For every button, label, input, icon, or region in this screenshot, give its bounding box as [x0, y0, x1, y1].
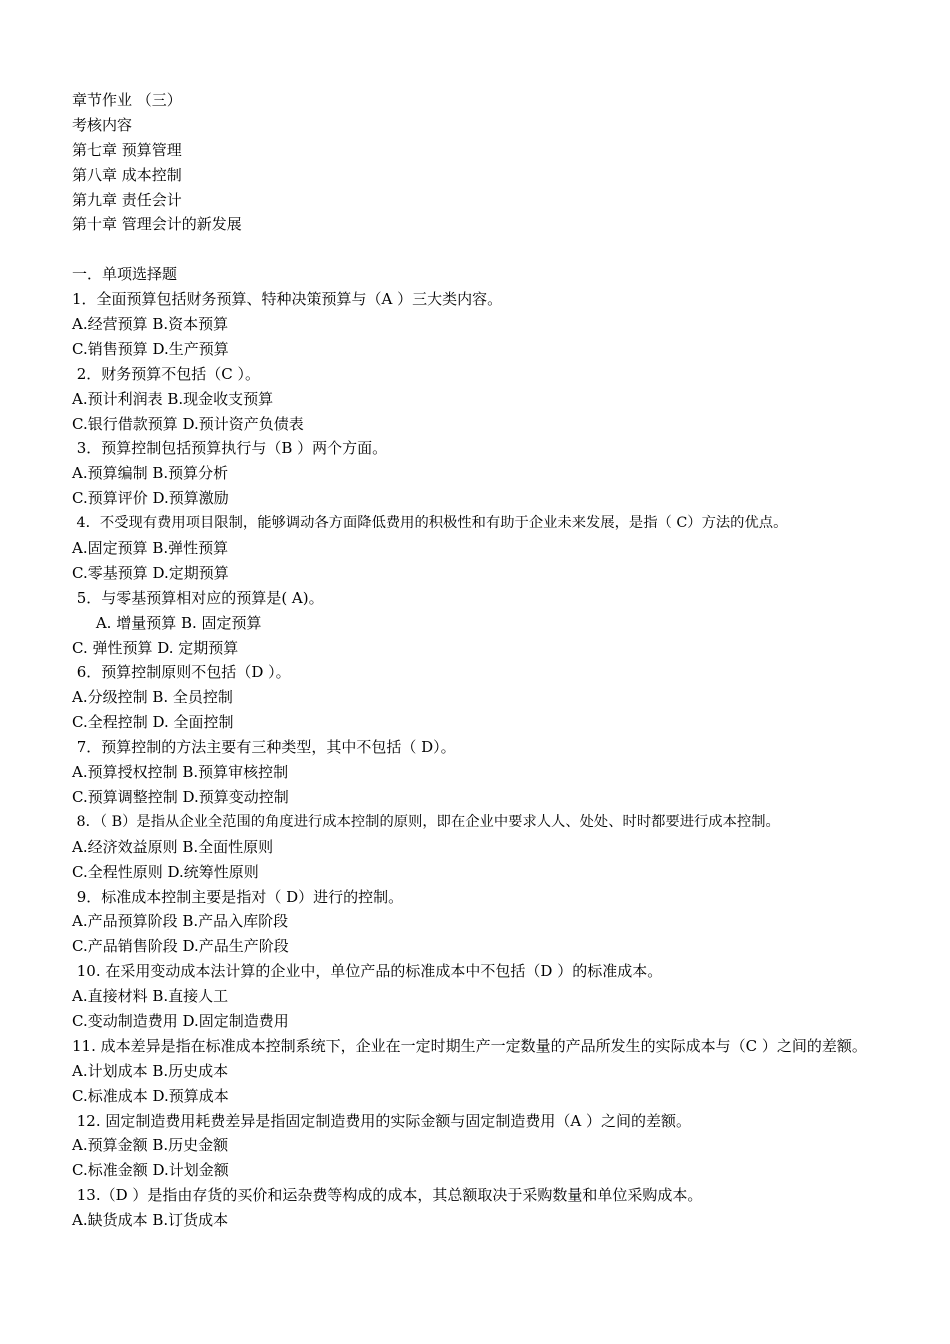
question-text: 2．财务预算不包括（C ）。 — [72, 364, 261, 383]
question-text: 5．与零基预算相对应的预算是( A)。 — [72, 588, 324, 607]
document-title: 章节作业 （三） — [72, 91, 182, 109]
question-text: 1．全面预算包括财务预算、特种决策预算与（A ）三大类内容。 — [72, 290, 503, 309]
question-text: 4．不受现有费用项目限制，能够调动各方面降低费用的积极性和有助于企业未来发展，是指（ C）方法的优点。 — [72, 515, 788, 532]
question-options: C.预算调整控制 D.预算变动控制 — [72, 787, 289, 806]
question-options: A.经济效益原则 B.全面性原则 — [72, 837, 274, 856]
question-options: A.预计利润表 B.现金收支预算 — [72, 389, 274, 408]
question-options: C.全程控制 D. 全面控制 — [72, 713, 234, 732]
question-options: A.经营预算 B.资本预算 — [72, 315, 229, 334]
question-options: A.预算金额 B.历史金额 — [72, 1136, 229, 1155]
question-options: C.零基预算 D.定期预算 — [72, 563, 229, 582]
question-text: 9．标准成本控制主要是指对（ D）进行的控制。 — [72, 887, 404, 906]
question-options: A.预算编制 B.预算分析 — [72, 464, 229, 483]
question-text: 13.（D ）是指由存货的买价和运杂费等构成的成本，其总额取决于采购数量和单位采购成本。 — [72, 1186, 703, 1205]
question-text: 7．预算控制的方法主要有三种类型，其中不包括（ D）。 — [72, 738, 456, 757]
question-options: A.缺货成本 B.订货成本 — [72, 1211, 229, 1230]
question-options: C.标准金额 D.计划金额 — [72, 1161, 229, 1180]
question-options: A.预算授权控制 B.预算审核控制 — [72, 763, 289, 782]
chapter-item: 第九章 责任会计 — [72, 190, 182, 209]
question-text: 10. 在采用变动成本法计算的企业中，单位产品的标准成本中不包括（D ）的标准成本。 — [72, 962, 663, 981]
question-options: C.银行借款预算 D.预计资产负债表 — [72, 414, 304, 433]
question-options: C.销售预算 D.生产预算 — [72, 339, 229, 358]
question-options: C.全程性原则 D.统筹性原则 — [72, 862, 259, 881]
question-text: 8．（ B）是指从企业全范围的角度进行成本控制的原则，即在企业中要求人人、处处、时时都要进行成本控制。 — [72, 813, 780, 830]
question-options: A. 增量预算 B. 固定预算 — [72, 613, 262, 632]
question-options: C.变动制造费用 D.固定制造费用 — [72, 1011, 289, 1030]
question-text: 3．预算控制包括预算执行与（B ）两个方面。 — [72, 439, 388, 458]
document-page — [72, 88, 902, 1233]
question-text: 6．预算控制原则不包括（D ）。 — [72, 663, 291, 682]
question-options: A.固定预算 B.弹性预算 — [72, 539, 229, 558]
question-options: C.产品销售阶段 D.产品生产阶段 — [72, 937, 289, 956]
chapter-item: 第十章 管理会计的新发展 — [72, 215, 242, 234]
question-options: C.预算评价 D.预算激励 — [72, 489, 229, 508]
chapter-item: 第八章 成本控制 — [72, 165, 182, 184]
assessment-label: 考核内容 — [72, 115, 133, 134]
question-options: A.计划成本 B.历史成本 — [72, 1061, 229, 1080]
question-options: A.产品预算阶段 B.产品入库阶段 — [72, 912, 289, 931]
question-text: 12. 固定制造费用耗费差异是指固定制造费用的实际金额与固定制造费用（A ）之间的差额。 — [72, 1111, 691, 1130]
spacer — [72, 237, 902, 262]
question-text: 11. 成本差异是指在标准成本控制系统下，企业在一定时期生产一定数量的产品所发生的实际成本与（C ）之间的差额。 — [72, 1036, 867, 1055]
section-heading: 一．单项选择题 — [72, 265, 178, 284]
question-options: C. 弹性预算 D. 定期预算 — [72, 638, 239, 657]
chapter-item: 第七章 预算管理 — [72, 140, 182, 159]
question-options: A.分级控制 B. 全员控制 — [72, 688, 233, 707]
question-options: A.直接材料 B.直接人工 — [72, 987, 229, 1006]
question-options: C.标准成本 D.预算成本 — [72, 1086, 229, 1105]
